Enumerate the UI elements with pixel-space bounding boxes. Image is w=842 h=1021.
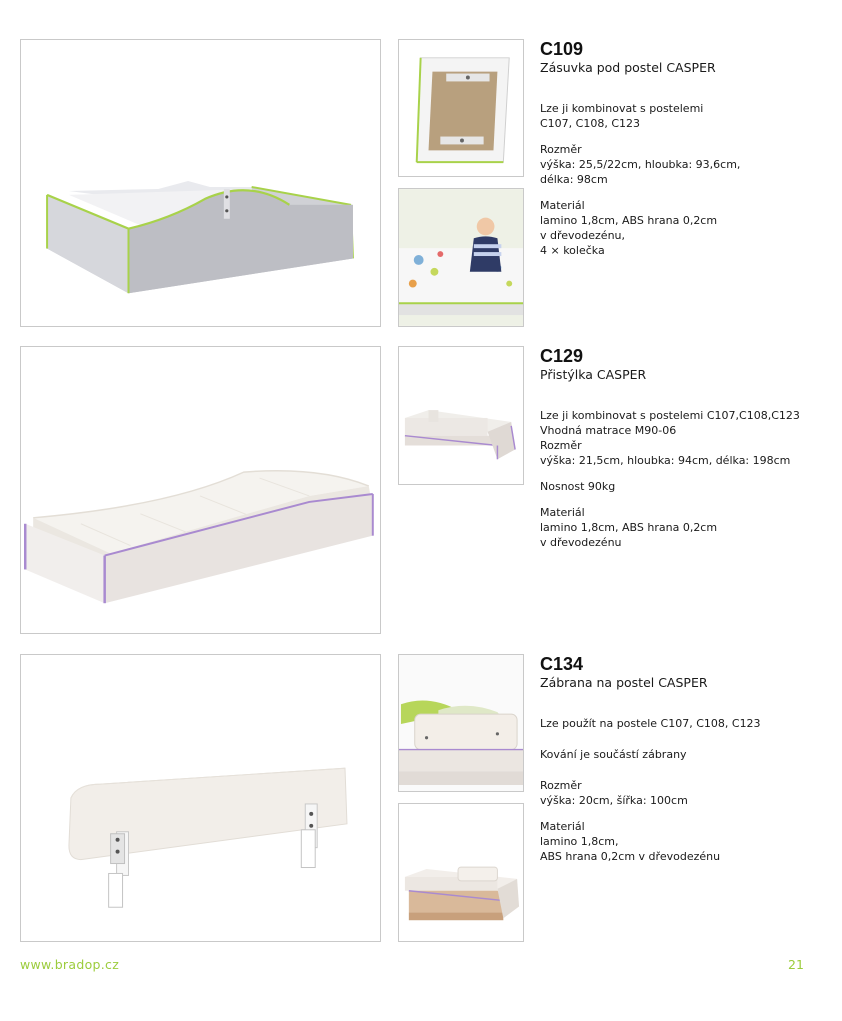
text-line: Vhodná matrace M90-06 <box>540 424 677 437</box>
text-line: Lze ji kombinovat s postelemi <box>540 102 704 115</box>
c109-photo-image <box>398 188 524 327</box>
text-line: výška: 21,5cm, hloubka: 94cm, délka: 198cm <box>540 454 791 467</box>
text-line: lamino 1,8cm, <box>540 835 619 848</box>
bed-with-trundle-illustration <box>399 347 523 484</box>
c134-main-image <box>20 654 381 942</box>
bed-set-illustration <box>399 804 523 941</box>
text-line: Lze použít na postele C107, C108, C123 <box>540 717 761 730</box>
text-line: Nosnost 90kg <box>540 480 616 493</box>
product-code: C109 <box>540 39 584 59</box>
c109-back-image <box>398 39 524 177</box>
product-description <box>540 408 830 550</box>
bed-rail-illustration <box>21 655 380 941</box>
text-line: Lze ji kombinovat s postelemi C107,C108,C123 <box>540 409 800 422</box>
c134-info <box>540 654 830 875</box>
text-line: C107, C108, C123 <box>540 117 641 130</box>
text-line: výška: 25,5/22cm, hloubka: 93,6cm, <box>540 158 741 171</box>
product-code: C129 <box>540 346 584 366</box>
trundle-bed-illustration <box>21 347 380 633</box>
product-description <box>540 716 830 864</box>
text-line: lamino 1,8cm, ABS hrana 0,2cm <box>540 214 718 227</box>
c109-info <box>540 39 830 269</box>
text-line: Rozměr <box>540 779 582 792</box>
c129-main-image <box>20 346 381 634</box>
product-title: Zábrana na postel CASPER <box>540 675 708 690</box>
drawer-illustration <box>21 40 380 326</box>
text-line: ABS hrana 0,2cm v dřevodezénu <box>540 850 721 863</box>
child-on-bed-photo <box>399 189 523 326</box>
text-line: Materiál <box>540 199 585 212</box>
page-number: 21 <box>788 957 804 972</box>
text-line: 4 × kolečka <box>540 244 605 257</box>
drawer-back-illustration <box>399 40 523 176</box>
text-line: lamino 1,8cm, ABS hrana 0,2cm <box>540 521 718 534</box>
text-line: Rozměr <box>540 439 582 452</box>
product-title: Zásuvka pod postel CASPER <box>540 60 716 75</box>
text-line: v dřevodezénu <box>540 536 622 549</box>
c134-combo-image <box>398 803 524 942</box>
rail-on-bed-photo <box>399 655 523 791</box>
c109-main-image <box>20 39 381 327</box>
text-line: výška: 20cm, šířka: 100cm <box>540 794 688 807</box>
product-code: C134 <box>540 654 584 674</box>
c129-info <box>540 346 830 561</box>
text-line: Materiál <box>540 820 585 833</box>
footer-website-link[interactable]: www.bradop.cz <box>20 957 120 972</box>
c129-combo-image <box>398 346 524 485</box>
product-description <box>540 101 830 258</box>
text-line: Rozměr <box>540 143 582 156</box>
text-line: Materiál <box>540 506 585 519</box>
text-line: v dřevodezénu, <box>540 229 626 242</box>
c134-mounted-image <box>398 654 524 792</box>
product-title: Přistýlka CASPER <box>540 367 647 382</box>
text-line: délka: 98cm <box>540 173 608 186</box>
text-line: Kování je součástí zábrany <box>540 748 687 761</box>
